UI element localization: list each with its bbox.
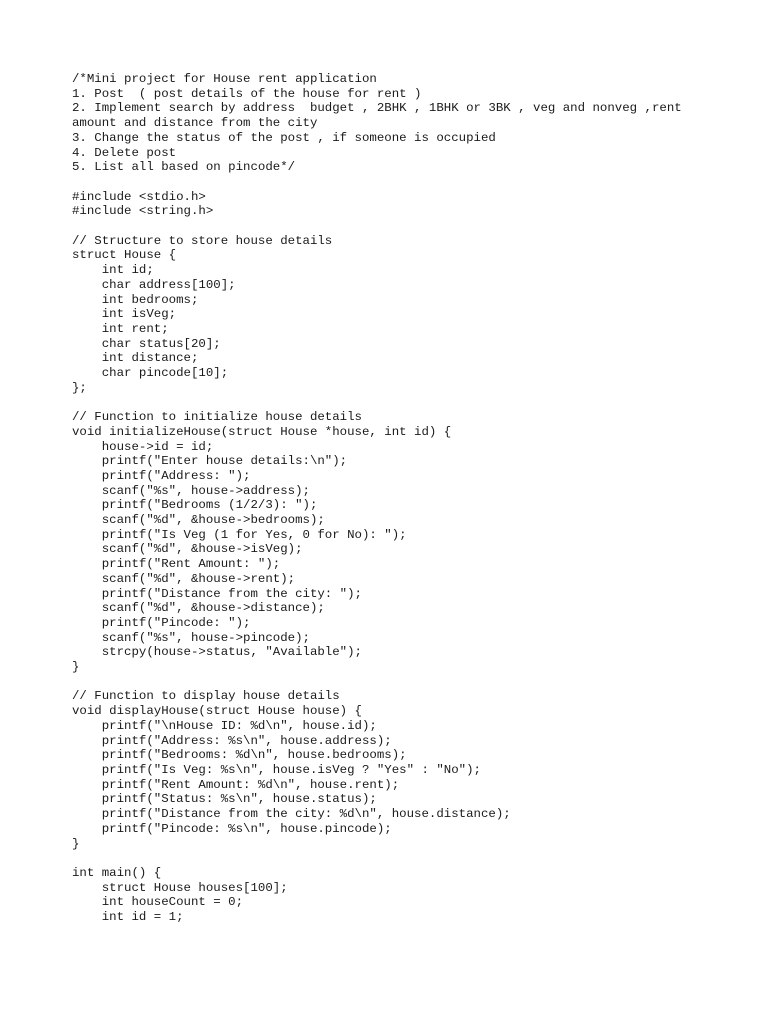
code-line: int id = 1; (72, 910, 184, 924)
code-line: int rent; (72, 321, 169, 336)
code-line: } (72, 836, 80, 851)
code-line: scanf("%s", house->address); (72, 483, 310, 498)
code-line: printf("Bedrooms (1/2/3): "); (72, 498, 318, 513)
blank-line (72, 395, 732, 410)
code-line: }; (72, 380, 87, 395)
code-line: #include <string.h> (72, 204, 214, 219)
code-line: house->id = id; (72, 439, 214, 454)
code-line: 1. Post ( post details of the house for rent ) (72, 86, 422, 101)
code-line: #include <stdio.h> (72, 189, 206, 204)
code-line: printf("Status: %s\n", house.status); (72, 792, 377, 807)
code-line: char pincode[10]; (72, 366, 229, 381)
code-line: scanf("%d", &house->isVeg); (72, 542, 303, 557)
code-line: char address[100]; (72, 277, 236, 292)
code-line: printf("Address: %s\n", house.address); (72, 733, 392, 748)
code-line: printf("Distance from the city: "); (72, 586, 362, 601)
code-line: printf("Distance from the city: %d\n", house.distance); (72, 807, 511, 822)
code-block (72, 72, 732, 925)
code-line: printf("Pincode: "); (72, 615, 251, 630)
code-line: printf("Is Veg (1 for Yes, 0 for No): "); (72, 527, 407, 542)
code-line: int isVeg; (72, 307, 177, 322)
code-line: /*Mini project for House rent application (72, 72, 377, 86)
code-line: printf("Pincode: %s\n", house.pincode); (72, 821, 392, 836)
code-line: 2. Implement search by address budget , 2BHK , 1BHK or 3BK , veg and nonveg ,rent (72, 101, 682, 116)
code-line: char status[20]; (72, 336, 221, 351)
code-line: scanf("%d", &house->distance); (72, 601, 325, 616)
blank-line (72, 851, 732, 866)
code-line: printf("Rent Amount: %d\n", house.rent); (72, 777, 400, 792)
code-line: strcpy(house->status, "Available"); (72, 645, 362, 660)
blank-line (72, 219, 732, 234)
code-line: } (72, 660, 80, 675)
code-line: 5. List all based on pincode*/ (72, 160, 296, 175)
code-line: printf("Bedrooms: %d\n", house.bedrooms); (72, 748, 407, 763)
code-line: scanf("%d", &house->rent); (72, 571, 296, 586)
code-line: int main() { (72, 865, 162, 880)
code-line: printf("Is Veg: %s\n", house.isVeg ? "Yes" : "No"); (72, 762, 481, 777)
code-line: struct House { (72, 248, 177, 263)
code-line: printf("Address: "); (72, 468, 251, 483)
code-line: struct House houses[100]; (72, 880, 288, 895)
code-line: int distance; (72, 351, 199, 366)
code-line: // Structure to store house details (72, 233, 333, 248)
blank-line (72, 675, 732, 690)
code-line: scanf("%s", house->pincode); (72, 630, 310, 645)
code-line: 4. Delete post (72, 145, 177, 160)
code-line: int houseCount = 0; (72, 895, 244, 910)
code-line: void displayHouse(struct House house) { (72, 704, 362, 719)
blank-line (72, 175, 732, 190)
code-line: printf("\nHouse ID: %d\n", house.id); (72, 718, 377, 733)
code-line: void initializeHouse(struct House *house, int id) { (72, 424, 452, 439)
code-line: int id; (72, 263, 154, 278)
code-line: printf("Rent Amount: "); (72, 557, 281, 572)
code-line: // Function to initialize house details (72, 410, 362, 425)
code-line: // Function to display house details (72, 689, 340, 704)
code-line: scanf("%d", &house->bedrooms); (72, 513, 325, 528)
code-line: int bedrooms; (72, 292, 199, 307)
code-line: printf("Enter house details:\n"); (72, 454, 348, 469)
code-line: amount and distance from the city (72, 116, 318, 131)
code-line: 3. Change the status of the post , if someone is occupied (72, 130, 496, 145)
